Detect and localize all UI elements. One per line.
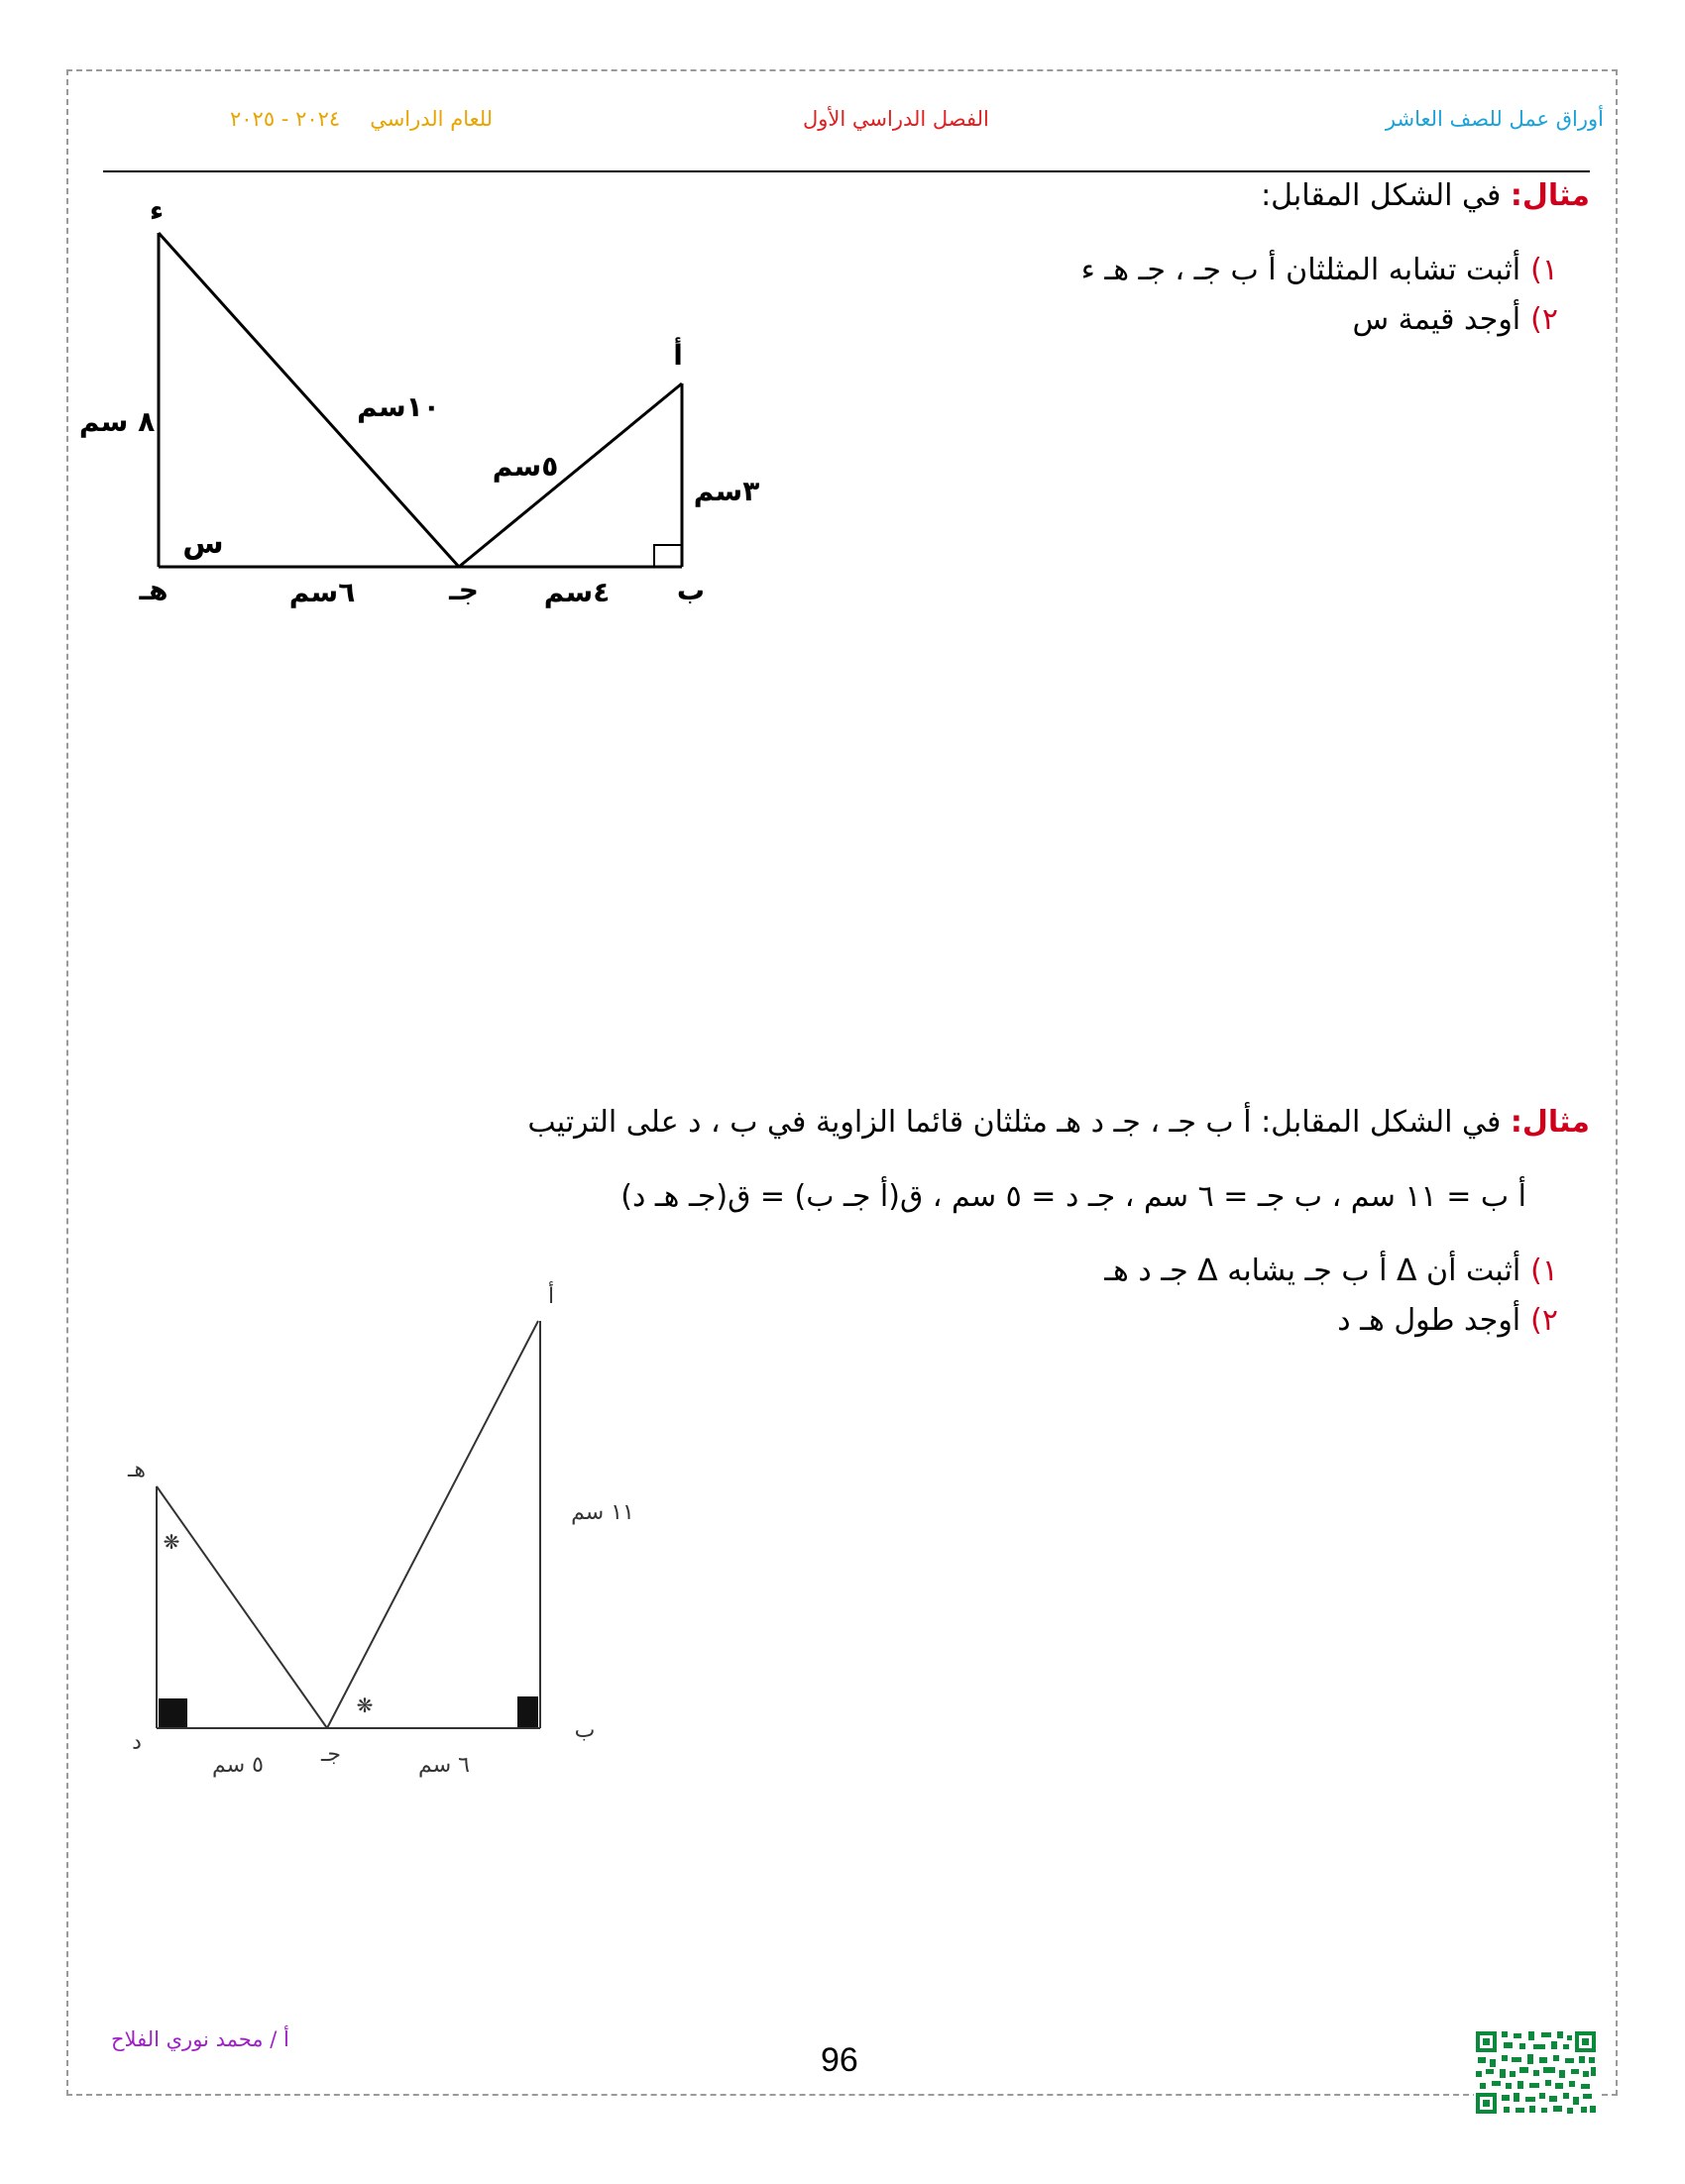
fig2-vertex-b: ب xyxy=(574,1718,596,1743)
example2-heading xyxy=(527,1105,1590,1140)
example1-question-2-num: ٢) xyxy=(1530,302,1558,337)
fig1-vertex-h: هـ xyxy=(139,574,168,606)
fig1-vertex-e: ء xyxy=(149,194,165,227)
fig2-side-jb-label: ٦ سم xyxy=(418,1753,470,1778)
fig1-angle-label: س xyxy=(182,526,224,561)
fig1-side-jb-label: ٤سم xyxy=(543,576,611,608)
example1-heading xyxy=(1261,178,1590,213)
example1-question-2 xyxy=(1353,302,1558,337)
fig2-side-hj xyxy=(157,1486,327,1728)
fig1-side-aj-label: ٥سم xyxy=(492,450,559,483)
fig2-vertex-d: د xyxy=(132,1730,142,1755)
fig2-right-angle-b xyxy=(517,1696,538,1727)
fig2-angle-mark-j: ❋ xyxy=(356,1693,374,1717)
header-subject: أوراق عمل للصف العاشر xyxy=(1385,107,1604,131)
fig1-side-ab-label: ٣سم xyxy=(693,475,760,507)
example2-question-1 xyxy=(1104,1254,1558,1288)
example2-question-2-num: ٢) xyxy=(1530,1303,1558,1338)
fig1-side-ej-label: ١٠سم xyxy=(357,390,440,423)
example2-figure xyxy=(0,1239,694,1794)
fig2-right-angle-d xyxy=(159,1698,187,1727)
qr-code-icon xyxy=(1474,2029,1598,2116)
fig2-side-aj xyxy=(327,1321,538,1728)
example1-question-1-text: أثبت تشابه المثلثان أ ب جـ ، جـ هـ ء xyxy=(1080,253,1521,287)
footer-author: أ / محمد نوري الفلاح xyxy=(111,2027,289,2051)
page-number: 96 xyxy=(821,2041,858,2079)
example2-given: أ ب = ١١ سم ، ب جـ = ٦ سم ، جـ د = ٥ سم ، ق(أ جـ ب) = ق(جـ هـ د) xyxy=(620,1179,1526,1214)
example1-figure xyxy=(0,0,760,644)
fig2-side-ab-label: ١١ سم xyxy=(571,1500,634,1525)
fig2-vertex-h: هـ xyxy=(127,1458,147,1482)
example2-label: مثال: xyxy=(1510,1105,1590,1140)
example1-question-1 xyxy=(1081,253,1558,287)
header-year-value: ٢٠٢٤ - ٢٠٢٥ xyxy=(230,107,341,131)
example2-intro: في الشكل المقابل: أ ب جـ ، جـ د هـ مثلثان قائما الزاوية في ب ، د على الترتيب xyxy=(527,1105,1511,1140)
fig2-vertex-a: أ xyxy=(547,1284,555,1309)
fig2-angle-mark-h: ❋ xyxy=(163,1530,180,1554)
fig1-side-hj-label: ٦سم xyxy=(288,576,356,608)
fig1-vertex-j: جـ xyxy=(449,574,479,606)
example2-question-1-num: ١) xyxy=(1530,1254,1558,1288)
fig1-vertex-a: أ xyxy=(673,339,683,372)
fig2-side-dj-label: ٥ سم xyxy=(212,1753,264,1778)
fig1-right-angle-mark xyxy=(654,545,682,567)
example2-question-2 xyxy=(1337,1303,1558,1338)
fig1-side-eh-label: ٨ سم xyxy=(78,405,156,438)
header-year-label: للعام الدراسي xyxy=(370,107,494,131)
example2-question-2-text: أوجد طول هـ د xyxy=(1337,1303,1521,1338)
example1-question-1-num: ١) xyxy=(1530,253,1558,287)
fig1-vertex-b: ب xyxy=(676,574,706,606)
header-term: الفصل الدراسي الأول xyxy=(803,107,989,131)
example1-intro: في الشكل المقابل: xyxy=(1261,178,1511,213)
example1-label: مثال: xyxy=(1510,178,1590,213)
example2-question-1-text: أثبت أن Δ أ ب جـ يشابه Δ جـ د هـ xyxy=(1104,1254,1521,1288)
fig2-vertex-j: جـ xyxy=(320,1742,342,1767)
example1-question-2-text: أوجد قيمة س xyxy=(1352,302,1521,337)
